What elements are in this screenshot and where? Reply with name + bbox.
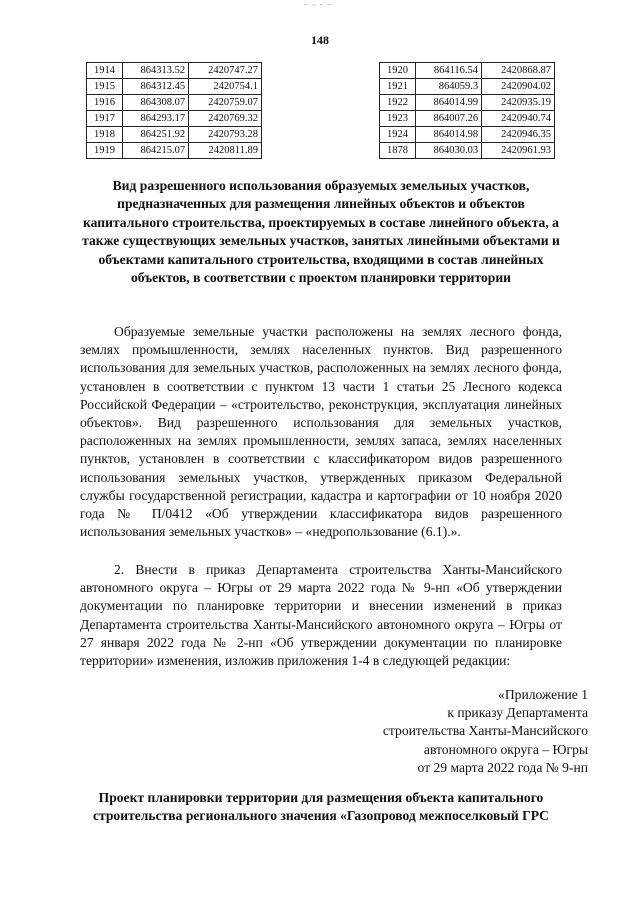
appendix-line: к приказу Департамента <box>447 705 588 721</box>
point-number: 1917 <box>87 111 123 127</box>
coordinates-table-right <box>379 62 555 159</box>
x-coordinate: 864215.07 <box>122 143 188 159</box>
y-coordinate: 2420811.89 <box>189 143 262 159</box>
point-number: 1922 <box>380 95 416 111</box>
scan-artifact <box>300 3 340 7</box>
section-heading: Вид разрешенного использования образуемых земельных участков, предназначенных для размещения линейных объектов и объектов капитального строительства, проектируемых в составе линейного объекта, а также существующих земельных участков, занятых линейными объектами и объектами капитального строительства, входящими в состав линейных объектов, в соответствии с проектом планировки территории <box>82 178 560 286</box>
point-number: 1924 <box>380 127 416 143</box>
table-row <box>87 111 262 127</box>
x-coordinate: 864116.54 <box>415 63 481 79</box>
table-row <box>87 63 262 79</box>
y-coordinate: 2420935.19 <box>482 95 555 111</box>
y-coordinate: 2420769.32 <box>189 111 262 127</box>
x-coordinate: 864059.3 <box>415 79 481 95</box>
y-coordinate: 2420793.28 <box>189 127 262 143</box>
appendix-line: автономного округа – Югры <box>423 741 588 757</box>
x-coordinate: 864313.52 <box>122 63 188 79</box>
project-heading: Проект планировки территории для размещения объекта капитального строительства регионального значения «Газопровод межпоселковый ГРС <box>93 790 549 824</box>
x-coordinate: 864308.07 <box>122 95 188 111</box>
y-coordinate: 2420961.93 <box>482 143 555 159</box>
table-row <box>380 111 555 127</box>
y-coordinate: 2420946.35 <box>482 127 555 143</box>
x-coordinate: 864312.45 <box>122 79 188 95</box>
table-row <box>380 79 555 95</box>
y-coordinate: 2420904.02 <box>482 79 555 95</box>
x-coordinate: 864251.92 <box>122 127 188 143</box>
table-row <box>380 95 555 111</box>
point-number: 1920 <box>380 63 416 79</box>
point-number: 1921 <box>380 79 416 95</box>
y-coordinate: 2420747.27 <box>189 63 262 79</box>
point-number: 1878 <box>380 143 416 159</box>
body-paragraph: Образуемые земельные участки расположены на землях лесного фонда, землях промышленности, землях населенных пунктов. Вид разрешенного использования для земельных участков, расположенных на землях лесного фонда, установлен в соответствии с пунктом 13 части 1 статьи 25 Лесного кодекса Российской Федерации – «строительство, реконструкция, эксплуатация линейных объектов». Вид разрешенного использования для земельных участков, расположенных на землях промышленности, землях запаса, землях населенных пунктов, установлен в соответствии с классификатором видов разрешенного использования земельных участков, утвержденных приказом Федеральной службы государственной регистрации, кадастра и картографии от 10 ноября 2020 года № П/0412 «Об утверждении классификатора видов разрешенного использования земельных участков» – «недропользование (6.1).». <box>80 324 562 540</box>
table-row <box>87 143 262 159</box>
y-coordinate: 2420940.74 <box>482 111 555 127</box>
point-number: 1915 <box>87 79 123 95</box>
appendix-line: от 29 марта 2022 года № 9-нп <box>417 759 588 775</box>
table-row <box>87 127 262 143</box>
amendment-paragraph: 2. Внести в приказ Департамента строительства Ханты-Мансийского автономного округа – Югры от 29 марта 2022 года № 9-нп «Об утверждении документации по планировке территории и внесении изменений в приказ Департамента строительства Ханты-Мансийского автономного округа – Югры от 27 января 2022 года № 2-нп «Об утверждении документации по планировке территории» изменения, изложив приложения 1-4 в следующей редакции: <box>80 562 562 669</box>
point-number: 1919 <box>87 143 123 159</box>
table-row <box>87 79 262 95</box>
table-row <box>380 127 555 143</box>
point-number: 1916 <box>87 95 123 111</box>
appendix-line: «Приложение 1 <box>498 687 588 702</box>
point-number: 1923 <box>380 111 416 127</box>
table-row <box>380 63 555 79</box>
x-coordinate: 864030.03 <box>415 143 481 159</box>
page-number: 148 <box>311 33 329 47</box>
y-coordinate: 2420759.07 <box>189 95 262 111</box>
x-coordinate: 864014.98 <box>415 127 481 143</box>
table-row <box>87 95 262 111</box>
appendix-line: строительства Ханты-Мансийского <box>382 723 588 739</box>
coordinates-table-left <box>86 62 262 159</box>
x-coordinate: 864007.26 <box>415 111 481 127</box>
point-number: 1914 <box>87 63 123 79</box>
appendix-note <box>340 686 588 777</box>
y-coordinate: 2420868.87 <box>482 63 555 79</box>
point-number: 1918 <box>87 127 123 143</box>
y-coordinate: 2420754.1 <box>189 79 262 95</box>
x-coordinate: 864293.17 <box>122 111 188 127</box>
table-row <box>380 143 555 159</box>
x-coordinate: 864014.99 <box>415 95 481 111</box>
